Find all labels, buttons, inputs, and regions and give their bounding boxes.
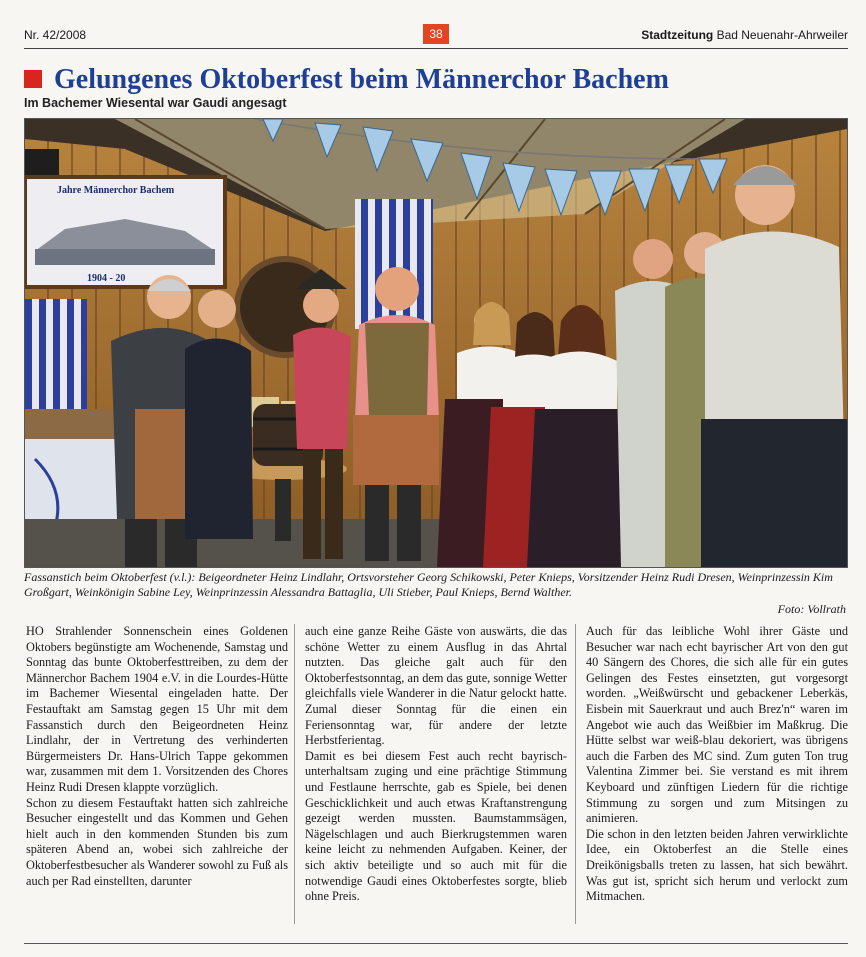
article-title: Gelungenes Oktoberfest beim Männerchor Bachem: [54, 64, 669, 95]
newspaper-name-rest: Bad Neuenahr-Ahrweiler: [713, 28, 848, 42]
paragraph: Auch für das leibliche Wohl ihrer Gäste und Besucher war nach echt bayrischer Art von den gut 40 Sängern des Chores, die sich alle für ein gutes Gelingen des Festes einsetzten, gut vorgesorgt worden. „Weißwürscht und gebackener Leberkäs, Eisbein mit Sauerkraut und auch Brez'n“ waren im Angebot wie auch das Weißbier im Maßkrug. Die Hütte selbst war weiß-blau dekoriert, was übrigens auch die Farben des MC sind. Zum guten Ton trug Valentina Zimmer bei. Sie verstand es mit ihrem Keyboard und zünftigen Liedern für die richtige Stimmung zu sorgen und zum Mitsingen zu animieren.: [586, 624, 848, 826]
paragraph: Schon zu diesem Festauftakt hatten sich zahlreiche Besucher eingestellt und das Kommen und Gehen hielt auch in den kommenden Stunden bis zum späteren Abend an, wobei sich zahlreiche der Oktoberfestbesucher als Wanderer sowohl zu Fuß als auch per Rad einstellten, darunter: [26, 795, 288, 888]
paragraph: Die schon in den letzten beiden Jahren verwirklichte Idee, ein Oktoberfest an die Stelle eines Dreikönigsballs treten zu lassen, hat sich bewährt. Was gut ist, spricht sich herum und verlockt zum Mitmachen.: [586, 826, 848, 904]
paragraph: Damit es bei diesem Fest auch recht bayrisch-unterhaltsam zuging und eine prächtige Stimmung und Festlaune herrschte, gab es Spiele, bei denen Geschicklichkeit und auch etwas Kraftanstrengung gezeigt werden mussten. Baumstammsägen, Nägelschlagen und auch Bierkrugstemmen waren keine leicht zu nehmenden Aufgaben. Keiner, der sich aktiv beteiligte und so auch mit für die notwendige Gaudi eines Oktoberfestes sorgte, blieb ohne Preis.: [305, 748, 567, 904]
title-marker: [24, 70, 42, 88]
article-subtitle: Im Bachemer Wiesental war Gaudi angesagt: [24, 96, 287, 110]
article-photo: [24, 118, 848, 568]
newspaper-name: [641, 28, 848, 42]
photo-caption: [24, 570, 846, 617]
issue-number: Nr. 42/2008: [24, 28, 87, 42]
column-divider: [575, 624, 576, 924]
page-number: 38: [423, 24, 449, 44]
sign-title: Jahre Männerchor Bachem: [57, 185, 175, 196]
article-column-3: [586, 624, 848, 905]
paragraph: HO Strahlender Sonnenschein eines Goldenen Oktobers begünstigte am Wochenende, Samstag und Sonntag das bunte Oktoberfesttreiben, zu dem der Männerchor Bachem 1904 e.V. in die Lourdes-Hütte im Bachemer Wiesental eingeladen hatte. Der Festauftakt am Samstag gegen 15 Uhr mit dem Fassanstich durch den Beigeordneten Heinz Lindlahr, der in Vertretung des verhinderten Bürgermeisters Dr. Hans-Ulrich Tappe gekommen war, zusammen mit dem 1. Vorsitzenden des Chores Heinz Rudi Dresen klappte vorzüglich.: [26, 624, 288, 794]
photo-credit: Foto: Vollrath: [777, 602, 846, 616]
footer-rule: [24, 943, 848, 944]
newspaper-name-bold: Stadtzeitung: [641, 28, 714, 42]
column-divider: [294, 624, 295, 924]
article-column-2: [305, 624, 567, 905]
page-header: [24, 26, 848, 49]
paragraph: auch eine ganze Reihe Gäste von auswärts, die das schöne Wetter zu einem Ausflug in das Ahrtal nutzten. Das gleiche galt auch für den Oktoberfestsonntag, an dem das gute, sonnige Wetter gleichfalls viele Wanderer in die Natur gelockt hatte. Zumal dieser Sonntag für die einen ein Feriensonntag war, für andere der letzte Herbstferientag.: [305, 624, 567, 748]
caption-text: Fassanstich beim Oktoberfest (v.l.): Beigeordneter Heinz Lindlahr, Ortsvorsteher Georg Schikowski, Peter Knieps, Vorsitzender Heinz Rudi Dresen, Weinprinzessin Kim Großgart, Weinkönigin Sabine Ley, Weinprinzessin Alessandra Battaglia, Uli Stieber, Paul Knieps, Bernd Walther.: [24, 570, 833, 599]
article-column-1: [26, 624, 288, 889]
sign-years: 1904 - 20: [87, 273, 126, 284]
